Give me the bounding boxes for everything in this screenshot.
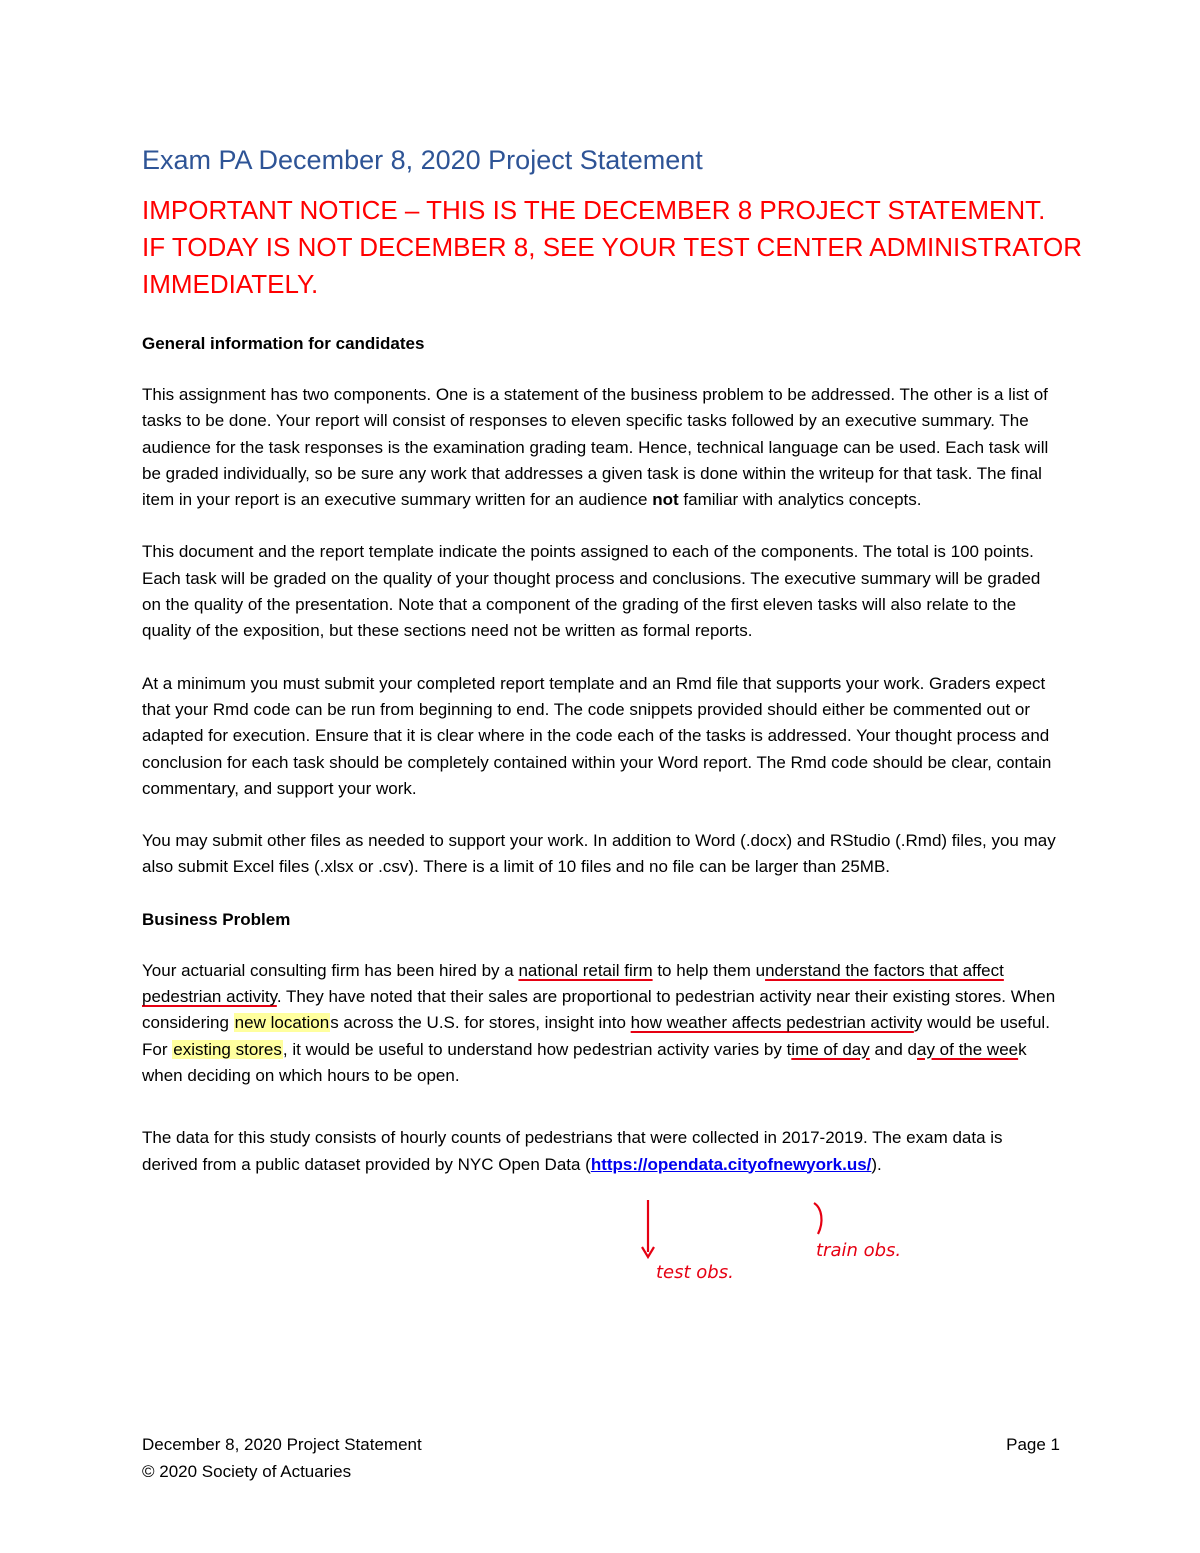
handwritten-underline-text: how weather affects pedestrian activit [630,1013,914,1033]
page-title: Exam PA December 8, 2020 Project Statement [142,145,703,175]
page-number: Page 1 [1006,1435,1060,1454]
notice-line: IMMEDIATELY. [142,269,319,299]
notice-line: IMPORTANT NOTICE – THIS IS THE DECEMBER 8 PROJECT STATEMENT. [142,195,1046,225]
text-run: and d [869,1039,917,1059]
text-run: s across the U.S. for stores, insight into [330,1013,631,1033]
handwritten-underline-text: nderstand the factors that affect pedestrian activity [142,960,1004,1007]
handwritten-note-train: train obs. [816,1240,902,1261]
handwritten-underline-text: ay of the wee [917,1039,1019,1059]
handwritten-underline-text: ime of day [791,1039,870,1059]
text-run: k when deciding on which hours to be open. [142,1039,1027,1085]
important-notice [142,192,1083,303]
footer-copyright: © 2020 Society of Actuaries [142,1462,352,1481]
nyc-open-data-link[interactable]: https://opendata.cityofnewyork.us/ [590,1154,872,1174]
section-heading-general: General information for candidates [142,334,425,353]
paragraph: You may submit other files as needed to support your work. In addition to Word (.docx) and RStudio (.Rmd) files, you may also submit Excel files (.xlsx or .csv). There is a limit of 10 files and no file can be larger than 25MB. [142,831,1056,877]
emphasis-text: not [652,490,679,510]
handwritten-note-test: test obs. [656,1262,734,1283]
page-footer [142,1431,1060,1485]
text-run: Your actuarial consulting firm has been hired by a [142,960,519,980]
text-run: , it would be useful to understand how pedestrian activity varies by t [282,1039,792,1059]
footer-document-title: December 8, 2020 Project Statement [142,1435,422,1454]
paragraph [142,1125,1062,1178]
text-run: to help them u [652,960,766,980]
notice-line: IF TODAY IS NOT DECEMBER 8, SEE YOUR TEST CENTER ADMINISTRATOR [142,232,1083,262]
handwritten-underline-text: national retail firm [518,960,653,980]
page-content [142,140,1083,1204]
annotation-bracket-stroke [814,1203,821,1234]
text-run: familiar with analytics concepts. [678,490,922,510]
annotation-arrow-head [642,1247,654,1257]
text-run: ). [871,1154,882,1174]
business-paragraph [142,958,1062,1089]
text-run: y would be useful. For [142,1013,1050,1059]
text-run: The data for this study consists of hourly counts of pedestrians that were collected in 2017-2019. The exam data is derived from a public dataset provided by NYC Open Data ( [142,1128,1003,1174]
highlighted-text: new location [234,1013,330,1033]
section-heading-business: Business Problem [142,909,291,929]
text-run: This assignment has two components. One is a statement of the business problem to be addressed. The other is a list of tasks to be done. Your report will consist of responses to eleven specific tasks followed by an executive summary. The audience for the task responses is the examination grading team. Hence, technical language can be used. Each task will be graded individually, so be sure any work that addresses a given task is done within the writeup for that task. The final item in your report is an executive summary written for an audience [142,385,1049,510]
paragraph: This document and the report template indicate the points assigned to each of the components. The total is 100 points. Each task will be graded on the quality of your thought process and conclusions. The executive summary will be graded on the quality of the presentation. Note that a component of the grading of the first eleven tasks will also relate to the quality of the exposition, but these sections need not be written as formal reports. [142,542,1041,641]
highlighted-text: existing stores [173,1039,282,1059]
footer-row [142,1431,1060,1458]
text-run: . They have noted that their sales are proportional to pedestrian activity near their existing stores. When considering [142,987,1056,1033]
paragraph [142,382,1062,513]
paragraph: At a minimum you must submit your completed report template and an Rmd file that supports your work. Graders expect that your Rmd code can be run from beginning to end. The code snippets provided should either be commented out or adapted for execution. Ensure that it is clear where in the code each of the tasks is addressed. Your thought process and conclusion for each task should be completely contained within your Word report. The Rmd code should be clear, contain commentary, and support your work. [142,673,1052,798]
